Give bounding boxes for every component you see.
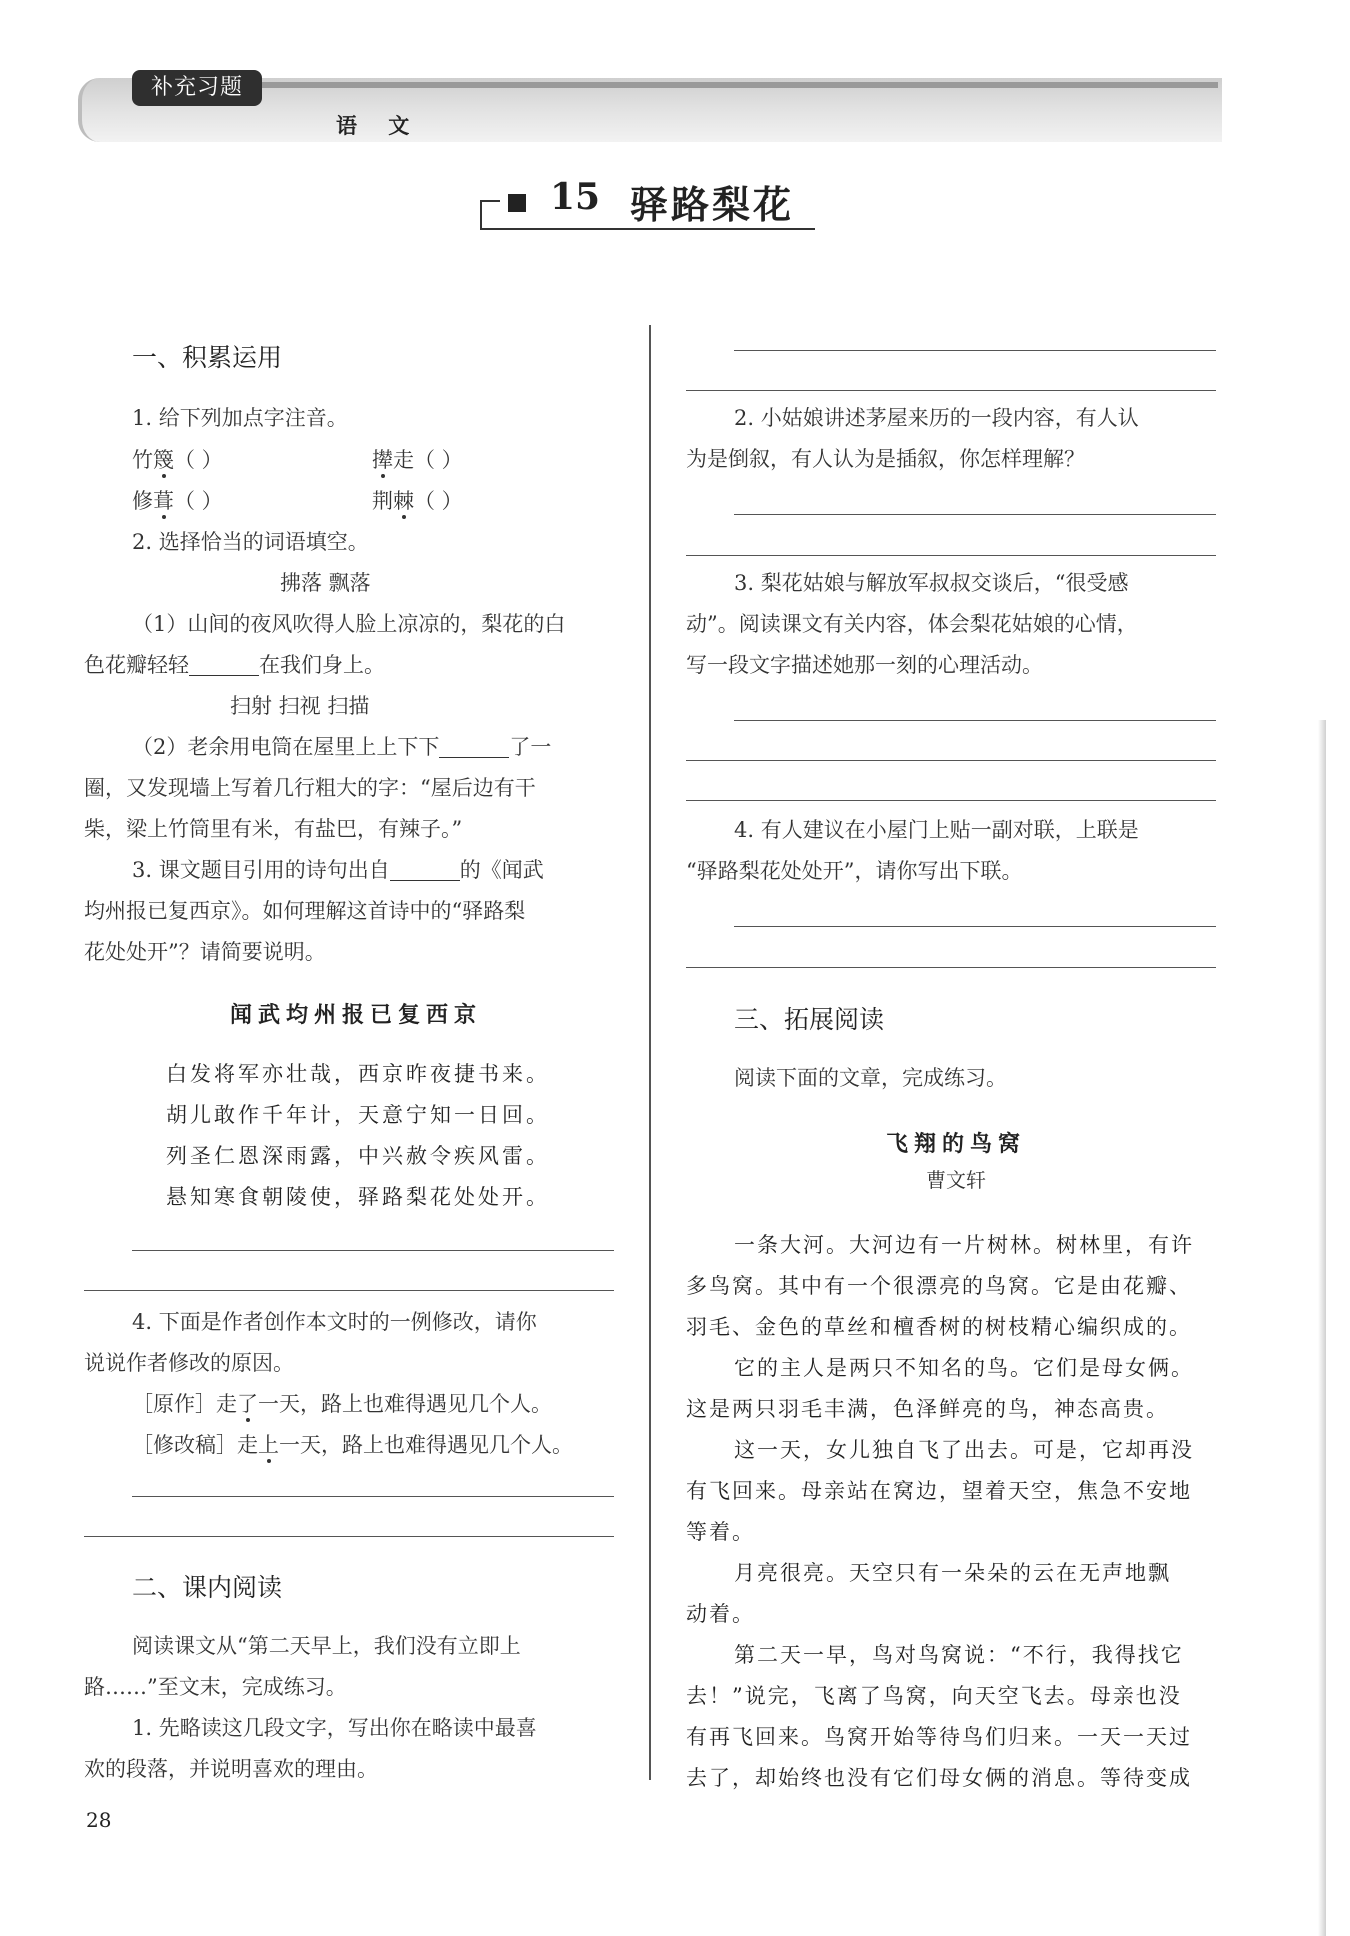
poem-title: 闻武均州报已复西京: [230, 1002, 483, 1028]
q2-sentence-1a: （1）山间的夜风吹得人脸上凉凉的，梨花的白: [132, 612, 566, 636]
story-title: 飞翔的鸟窝: [886, 1131, 1027, 1157]
title-bracket: [480, 200, 500, 230]
q3-line-1: 3. 课文题目引用的诗句出自 的《闻武: [132, 858, 544, 882]
q2-sentence-2c: 柴，梁上竹筒里有米，有盐巴，有辣子。”: [84, 817, 463, 841]
header-stripe: [250, 82, 1218, 88]
story-line: 有再飞回来。鸟窝开始等待鸟们归来。一天一天过: [686, 1725, 1192, 1749]
s2-intro-1: 阅读课文从“第二天早上，我们没有立即上: [132, 1634, 521, 1658]
answer-line[interactable]: [132, 1250, 614, 1251]
q1-item-1: 竹篾（ ）: [132, 448, 223, 472]
section-heading-3: 三、拓展阅读: [734, 1005, 885, 1034]
q2-sentence-2b: 圈，又发现墙上写着几行粗大的字：“屋后边有干: [84, 776, 536, 800]
q3-line-3: 花处处开”？请简要说明。: [84, 940, 326, 964]
lesson-title: [480, 172, 815, 230]
s3-intro: 阅读下面的文章，完成练习。: [734, 1066, 1007, 1090]
s2-q4-line-1: 4. 有人建议在小屋门上贴一副对联，上联是: [734, 818, 1139, 842]
s2-q3-line-1: 3. 梨花姑娘与解放军叔叔交谈后，“很受感: [734, 571, 1129, 595]
answer-line[interactable]: [132, 1496, 614, 1497]
answer-line[interactable]: [686, 390, 1216, 391]
answer-line[interactable]: [686, 760, 1216, 761]
story-line: 这是两只羽毛丰满，色泽鲜亮的鸟，神态高贵。: [686, 1397, 1169, 1421]
q4-line-1: 4. 下面是作者创作本文时的一例修改，请你: [132, 1310, 537, 1334]
story-line: 第二天一早，鸟对鸟窝说：“不行，我得找它: [734, 1643, 1184, 1667]
story-line: 羽毛、金色的草丝和檀香树的树枝精心编织成的。: [686, 1315, 1192, 1339]
poem-line-1: 白发将军亦壮哉，西京昨夜捷书来。: [166, 1062, 550, 1086]
q1-prompt: 1. 给下列加点字注音。: [132, 406, 348, 430]
q2-choices-2: 扫射 扫视 扫描: [230, 694, 370, 718]
q4-line-2: 说说作者修改的原因。: [84, 1351, 294, 1375]
s2-q1-line-2: 欢的段落，并说明喜欢的理由。: [84, 1757, 378, 1781]
s2-q3-line-2: 动”。阅读课文有关内容，体会梨花姑娘的心情，: [686, 612, 1138, 636]
s2-q2-line-2: 为是倒叙，有人认为是插叙，你怎样理解？: [686, 447, 1085, 471]
s2-intro-2: 路……”至文末，完成练习。: [84, 1675, 347, 1699]
story-line: 这一天，女儿独自飞了出去。可是，它却再没: [734, 1438, 1194, 1462]
q2-sentence-1b: 色花瓣轻轻 在我们身上。: [84, 653, 385, 677]
poem-line-2: 胡儿敢作千年计，天意宁知一日回。: [166, 1103, 550, 1127]
s2-q3-line-3: 写一段文字描述她那一刻的心理活动。: [686, 653, 1043, 677]
answer-line[interactable]: [734, 350, 1216, 351]
s2-q1-line-1: 1. 先略读这几段文字，写出你在略读中最喜: [132, 1716, 537, 1740]
story-line: 去！”说完，飞离了鸟窝，向天空飞去。母亲也没: [686, 1684, 1182, 1708]
story-line: 一条大河。大河边有一片树林。树林里，有许: [734, 1233, 1194, 1257]
answer-line[interactable]: [734, 720, 1216, 721]
q1-item-4: 荆棘（ ）: [372, 489, 463, 513]
story-line: 去了，却始终也没有它们母女俩的消息。等待变成: [686, 1766, 1192, 1790]
column-divider: [649, 325, 651, 1780]
q1-item-3: 修葺（ ）: [132, 489, 223, 513]
fill-blank[interactable]: [390, 858, 460, 881]
q1-item-2: 撵走（ ）: [372, 448, 463, 472]
q2-choices-1: 拂落 飘落: [280, 571, 371, 595]
story-line: 多鸟窝。其中有一个很漂亮的鸟窝。它是由花瓣、: [686, 1274, 1192, 1298]
q4-revised: ［修改稿］走上一天，路上也难得遇见几个人。: [132, 1433, 573, 1457]
page-number: 28: [86, 1808, 112, 1832]
q3-line-2: 均州报已复西京》。如何理解这首诗中的“驿路梨: [84, 899, 526, 923]
page-edge-shadow: [1318, 720, 1326, 1936]
poem-line-4: 悬知寒食朝陵使，驿路梨花处处开。: [166, 1185, 550, 1209]
q2-prompt: 2. 选择恰当的词语填空。: [132, 530, 369, 554]
story-line: 动着。: [686, 1602, 755, 1626]
section-heading-1: 一、积累运用: [132, 343, 283, 372]
answer-line[interactable]: [734, 514, 1216, 515]
s2-q4-line-2: “驿路梨花处处开”，请你写出下联。: [686, 859, 1023, 883]
answer-line[interactable]: [686, 555, 1216, 556]
story-line: 它的主人是两只不知名的鸟。它们是母女俩。: [734, 1356, 1194, 1380]
s2-q2-line-1: 2. 小姑娘讲述茅屋来历的一段内容，有人认: [734, 406, 1139, 430]
answer-line[interactable]: [84, 1290, 614, 1291]
subject-label: 语 文: [336, 114, 422, 138]
fill-blank[interactable]: [189, 653, 259, 676]
answer-line[interactable]: [734, 926, 1216, 927]
section-heading-2: 二、课内阅读: [132, 1573, 283, 1602]
q4-original: ［原作］走了一天，路上也难得遇见几个人。: [132, 1392, 552, 1416]
story-line: 等着。: [686, 1520, 755, 1544]
story-author: 曹文轩: [926, 1168, 986, 1192]
story-line: 月亮很亮。天空只有一朵朵的云在无声地飘: [734, 1561, 1171, 1585]
answer-line[interactable]: [686, 967, 1216, 968]
story-line: 有飞回来。母亲站在窝边，望着天空，焦急不安地: [686, 1479, 1192, 1503]
q2-sentence-2a: （2）老余用电筒在屋里上上下下 了一: [132, 735, 552, 759]
lesson-number: 15: [550, 176, 601, 218]
section-tag: 补充习题: [132, 70, 262, 106]
poem-line-3: 列圣仁恩深雨露，中兴赦令疾风雷。: [166, 1144, 550, 1168]
lesson-name: 驿路梨花: [630, 182, 795, 227]
answer-line[interactable]: [686, 800, 1216, 801]
answer-line[interactable]: [84, 1536, 614, 1537]
square-bullet-icon: [508, 194, 526, 212]
fill-blank[interactable]: [439, 735, 509, 758]
